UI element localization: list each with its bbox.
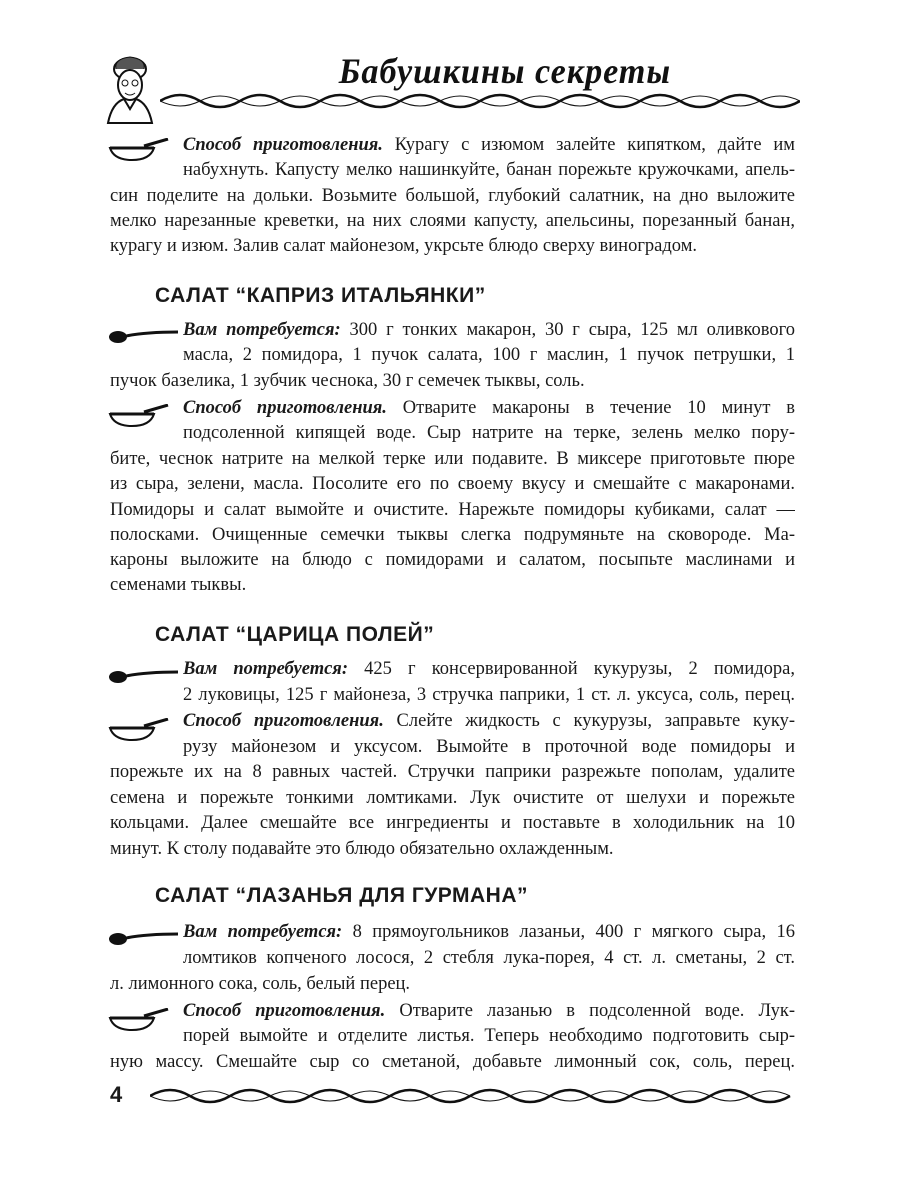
page-number: 4 [110,1082,123,1107]
recipe-title: САЛАТ “КАПРИЗ ИТАЛЬЯНКИ” [155,284,486,307]
method-label: Способ приготовления. [183,711,384,731]
method-line: полосками. Очищенные семечки тыквы слегка подрумяньте на сковороде. Ма- [110,525,795,545]
footer-ornament [150,1085,795,1107]
method-line: семенами тыквы. [110,575,247,595]
method-line: курагу и изюм. Залив салат майонезом, укрсьте блюдо сверху виноградом. [110,236,698,256]
method-line: Помидоры и салат вымойте и очистите. Нарежьте помидоры кубиками, салат — [110,500,795,520]
ingredients-label: Вам потребуется: [183,922,343,942]
ingredients-line: Вам потребуется: 425 г консервированной кукурузы, 2 помидора, [183,659,795,679]
bowl-icon [108,718,172,744]
recipe-title: САЛАТ “ЛАЗАНЬЯ ДЛЯ ГУРМАНА” [155,884,529,907]
method-line: Способ приготовления. Отварите макароны в течение 10 минут в [183,398,795,418]
ingredients-line: 2 луковицы, 125 г майонеза, 3 стручка паприки, 1 ст. л. уксуса, соль, перец. [183,685,795,705]
ingredients-line: пучок базелика, 1 зубчик чеснока, 30 г семечек тыквы, соль. [110,371,585,391]
method-line: бите, чеснок натрите на мелкой терке или подавите. В миксере приготовьте пюре [110,449,795,469]
method-line: син поделите на дольки. Возьмите большой, глубокий салатник, на дно выложите [110,186,795,206]
method-line: порей вымойте и отделите листья. Теперь необходимо подготовить сыр- [183,1026,795,1046]
method-line: кароны выложите на блюдо с помидорами и салатом, посыпьте маслинами и [110,550,795,570]
method-line: набухнуть. Капусту мелко нашинкуйте, банан порежьте кружочками, апель- [183,160,795,180]
method-line: семена и порежьте тонкими ломтиками. Лук очистите от шелухи и порежьте [110,788,795,808]
ingredients-line: ломтиков копченого лосося, 2 стебля лука-порея, 4 ст. л. сметаны, 2 ст. [183,948,795,968]
ingredients-line: Вам потребуется: 8 прямоугольников лазаньи, 400 г мягкого сыра, 16 [183,922,795,942]
bowl-icon [108,1008,172,1034]
method-label: Способ приготовления. [183,398,387,418]
method-line: Способ приготовления. Отварите лазанью в подсоленной воде. Лук- [183,1001,795,1021]
method-label: Способ приготовления. [183,1001,386,1021]
method-line: подсоленной кипящей воде. Сыр натрите на терке, зелень мелко пору- [183,423,795,443]
spoon-icon [108,328,180,346]
header-ornament [160,90,800,112]
method-line: Способ приготовления. Курагу с изюмом залейте кипятком, дайте им [183,135,795,155]
method-line: ную массу. Смешайте сыр со сметаной, добавьте лимонный сок, соль, перец. [110,1052,795,1072]
page-title: Бабушкины секреты [338,51,672,91]
method-line: минут. К столу подавайте это блюдо обязательно охлажденным. [110,839,614,859]
bowl-icon [108,138,172,164]
method-label: Способ приготовления. [183,135,383,155]
ingredients-label: Вам потребуется: [183,659,348,679]
ingredients-label: Вам потребуется: [183,320,341,340]
bowl-icon [108,404,172,430]
spoon-icon [108,930,180,948]
grandmother-portrait-icon [100,55,160,125]
method-line: Способ приготовления. Слейте жидкость с кукурузы, заправьте куку- [183,711,795,731]
ingredients-line: масла, 2 помидора, 1 пучок салата, 100 г маслин, 1 пучок петрушки, 1 [183,345,795,365]
ingredients-line: Вам потребуется: 300 г тонких макарон, 30 г сыра, 125 мл оливкового [183,320,795,340]
recipe-title: САЛАТ “ЦАРИЦА ПОЛЕЙ” [155,623,435,646]
ingredients-line: л. лимонного сока, соль, белый перец. [110,974,411,994]
method-line: мелко нарезанные креветки, на них слоями капусту, апельсины, порезанный банан, [110,211,795,231]
method-line: рузу майонезом и уксусом. Вымойте в проточной воде помидоры и [183,737,795,757]
method-line: порежьте их на 8 равных частей. Стручки паприки разрежьте пополам, удалите [110,762,795,782]
spoon-icon [108,668,180,686]
method-line: кольцами. Далее смешайте все ингредиенты и поставьте в холодильник на 10 [110,813,795,833]
method-line: из сыра, зелени, масла. Посолите его по своему вкусу и смешайте с макаронами. [110,474,795,494]
